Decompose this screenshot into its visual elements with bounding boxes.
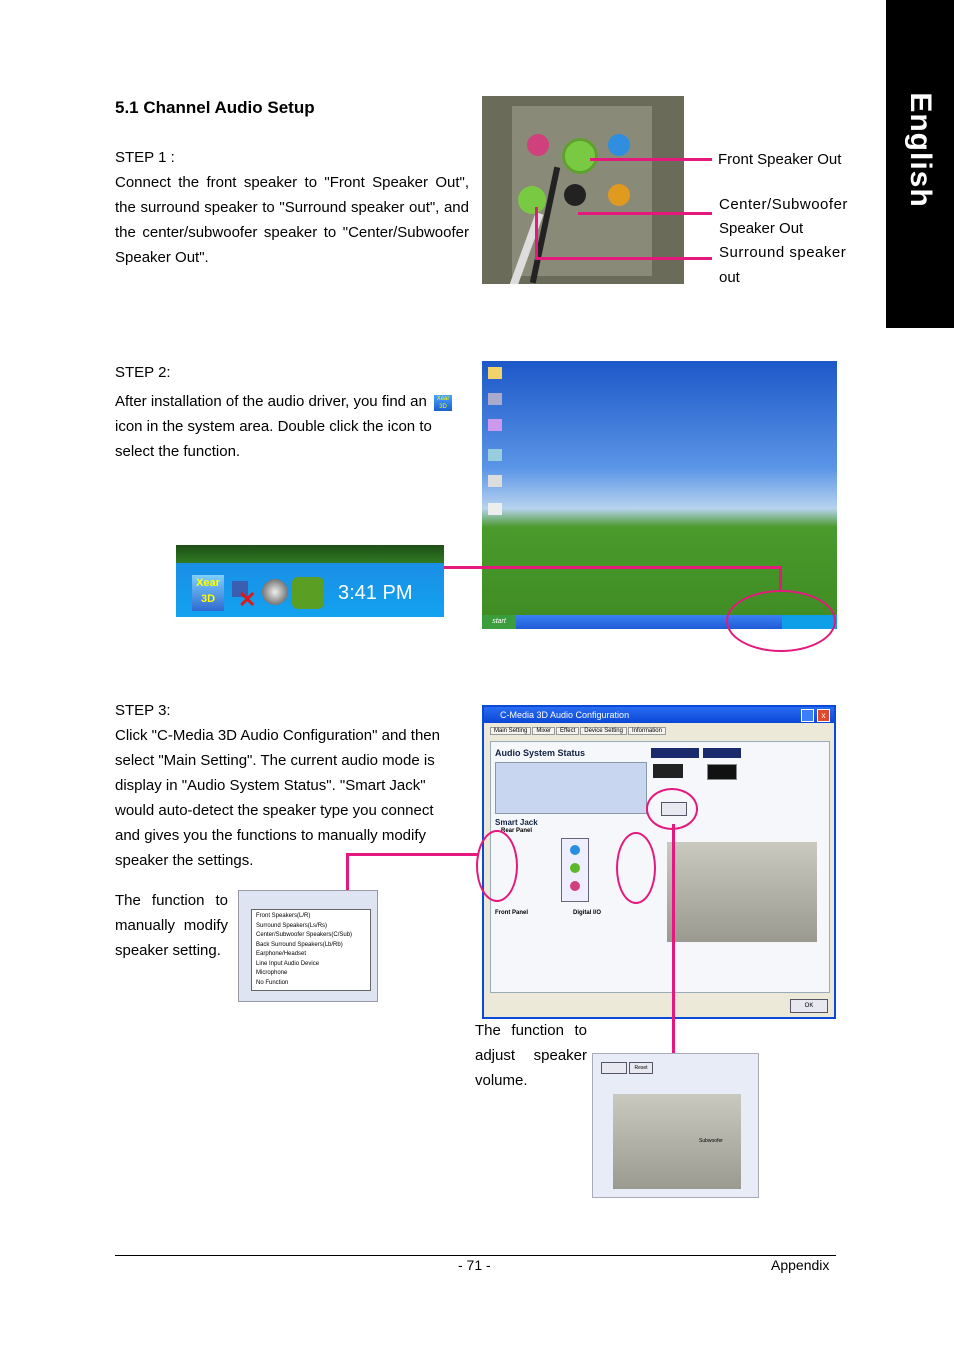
close-icon[interactable]: x <box>817 709 830 722</box>
menu-item-no-function[interactable]: No Function <box>256 979 289 986</box>
step2-text <box>115 389 455 464</box>
rear-panel-heading: Rear Panel <box>501 828 533 834</box>
volume-callout-line <box>672 824 675 1054</box>
spdif-jack <box>608 184 630 206</box>
surround-callout-vline <box>535 207 538 259</box>
center-callout-line <box>578 212 712 215</box>
tab-main-setting[interactable]: Main Setting <box>490 727 531 735</box>
tray-callout-vline <box>779 566 782 592</box>
digital-io-heading: Digital I/O <box>573 910 602 916</box>
front-speaker-out-label: Front Speaker Out <box>718 151 842 168</box>
virtual-71-badge <box>653 764 683 778</box>
dolby-digital-badge <box>707 764 737 780</box>
step2-text-before: After installation of the audio driver, you find an <box>115 393 427 410</box>
shortcut-icon <box>488 503 502 515</box>
section-title: 5.1 Channel Audio Setup <box>115 98 315 117</box>
desktop-screenshot <box>482 361 837 629</box>
cmedia-config-window <box>482 705 836 1019</box>
manual-callout-vline <box>346 853 349 890</box>
front-callout-line <box>590 158 712 161</box>
tab-mixer[interactable]: Mixer <box>532 727 555 735</box>
rear-jack-right-circle <box>616 832 656 904</box>
reset-button[interactable]: Reset <box>629 1062 653 1074</box>
volume-button[interactable] <box>601 1062 627 1074</box>
menu-item-surround[interactable]: Surround Speakers(Ls/Rs) <box>256 922 328 929</box>
volume-caption: The function to adjust speaker volume. <box>475 1022 587 1089</box>
menu-item-center-sub[interactable]: Center/Subwoofer Speakers(C/Sub) <box>256 932 353 938</box>
step1-label: STEP 1 : <box>115 149 175 166</box>
network-disconnected-icon[interactable]: ✕ <box>228 579 256 609</box>
manual-callout-line <box>346 853 478 856</box>
folder-icon <box>488 367 502 379</box>
center-jack <box>564 184 586 206</box>
smart-jack-heading: Smart Jack <box>495 818 538 827</box>
tab-device-setting[interactable]: Device Setting <box>580 727 627 735</box>
audio-status-heading: Audio System Status <box>495 748 586 758</box>
front-panel-heading: Front Panel <box>495 910 529 916</box>
window-tabs <box>490 727 667 739</box>
surround-label-1: Surround speaker <box>719 244 847 261</box>
menu-item-back-surround[interactable]: Back Surround Speakers(Lb/Rb) <box>256 941 343 948</box>
dsp-button[interactable] <box>703 748 741 758</box>
ok-button[interactable]: OK <box>790 999 828 1013</box>
nvidia-icon[interactable] <box>292 577 324 609</box>
recycle-bin-icon <box>488 475 502 487</box>
rear-panel-photo <box>482 96 684 284</box>
network-icon <box>488 419 502 431</box>
footer-section: Appendix <box>771 1257 830 1273</box>
center-label-1: Center/Subwoofer <box>719 196 848 213</box>
system-tray-zoom <box>176 545 444 617</box>
step2-text-after: icon in the system area. Double click the icon to select the function. <box>115 418 432 460</box>
step1-text: Connect the front speaker to "Front Speaker Out", the surround speaker to "Surround speaker out", and the center/subwoofer speaker to "Center/Subwoofer Speaker Out". <box>115 174 469 266</box>
speaker-type-menu <box>251 909 371 991</box>
xear-3d-tray-icon[interactable]: Xear 3D <box>192 575 224 611</box>
main-setting-panel <box>490 741 830 993</box>
minimize-icon[interactable] <box>801 709 814 722</box>
tray-clock: 3:41 PM <box>338 582 413 604</box>
manual-modify-caption: The function to manually modify speaker setting. <box>115 892 228 959</box>
menu-item-line-input[interactable]: Line Input Audio Device <box>256 960 320 967</box>
audio-status-display <box>495 762 647 814</box>
start-button[interactable]: start <box>482 615 516 629</box>
front-jack <box>562 138 598 174</box>
menu-item-earphone[interactable]: Earphone/Headset <box>256 951 307 957</box>
menu-item-microphone[interactable]: Microphone <box>256 970 288 976</box>
volume-panel-screenshot <box>592 1053 759 1198</box>
tab-information[interactable]: Information <box>628 727 666 735</box>
tray-callout-line <box>444 566 781 569</box>
line-in-jack <box>608 134 630 156</box>
window-title: C-Media 3D Audio Configuration <box>484 707 834 723</box>
ie-icon <box>488 449 502 461</box>
context-menu-screenshot <box>238 890 378 1002</box>
subwoofer-label: Subwoofer <box>699 1138 723 1144</box>
xear-3d-icon: Xear 3D <box>434 395 452 411</box>
mic-jack <box>527 134 549 156</box>
tab-effect[interactable]: Effect <box>556 727 579 735</box>
menu-item-front[interactable]: Front Speakers(L/R) <box>256 913 311 919</box>
page-number: - 71 - <box>458 1257 491 1273</box>
surround-jack <box>518 186 546 214</box>
step3-label: STEP 3: <box>115 702 171 719</box>
surround-label-2: out <box>719 269 740 286</box>
speaker-mode-button[interactable] <box>651 748 699 758</box>
speaker-room-view <box>667 842 817 942</box>
tray-highlight-circle <box>726 590 836 652</box>
center-label-2: Speaker Out <box>719 220 804 237</box>
language-tab-label: English <box>904 92 937 208</box>
footer-rule <box>115 1255 836 1256</box>
surround-callout-line <box>535 257 712 260</box>
computer-icon <box>488 393 502 405</box>
speaker-volume-icon[interactable] <box>262 579 288 605</box>
step2-label: STEP 2: <box>115 364 171 381</box>
rear-panel-jacks <box>561 838 589 902</box>
language-tab <box>886 0 954 328</box>
rear-jack-left-circle <box>476 830 518 902</box>
step3-text: Click "C-Media 3D Audio Configuration" and then select "Main Setting". The current audio mode is display in "Audio System Status". "Smart Jack" would auto-detect the speaker type you connect and gives you the functions to manually modify speaker the settings. <box>115 727 440 869</box>
